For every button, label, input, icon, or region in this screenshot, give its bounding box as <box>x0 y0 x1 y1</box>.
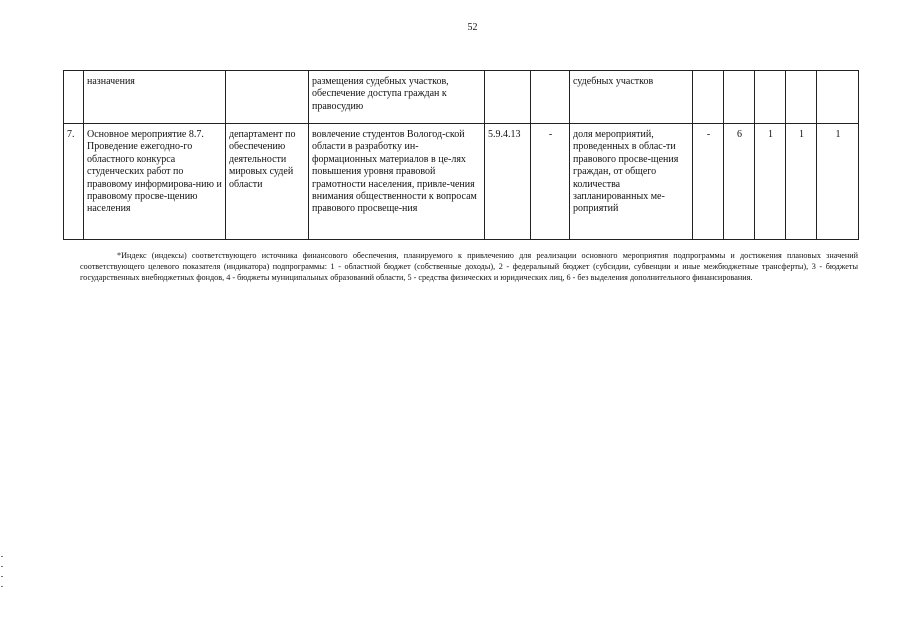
cell-value-2: 6 <box>724 124 755 240</box>
cell-executor <box>226 71 309 124</box>
cell-dash: - <box>531 124 570 240</box>
footnote: *Индекс (индексы) соответствующего источника финансового обеспечения, планируемого к привлечению для реализации основного мероприятия подпрограммы и достижения плановых значений соответствующего целевого показателя (индикатора) подпрограммы: 1 - областной бюджет (собственные доходы), 2 - федеральный бюджет (субсидии, субвенции и иные межбюджетные трансферты), 3 - бюджеты государственных внебюджетных фондов, 4 - бюджеты муниципальных образований области, 5 - средства физических и юридических лиц, 6 - без выделения дополнительного финансирования. <box>80 251 858 282</box>
cell-event-name: Основное мероприятие 8.7. Проведение ежегодно-го областного конкурса студенческих работ по правовому информирова-нию и правовому просве-щению населения <box>84 124 226 240</box>
scan-artifact <box>1 586 3 587</box>
cell-code: 5.9.4.13 <box>485 124 531 240</box>
cell-value-3: 1 <box>755 124 786 240</box>
cell-indicator: доля мероприятий, проведенных в облас-ти правового просве-щения граждан, от общего количества запланированных ме-роприятий <box>570 124 693 240</box>
page-number: 52 <box>467 22 478 33</box>
cell-value-5: 1 <box>817 124 859 240</box>
cell-number <box>64 71 84 124</box>
scan-artifact <box>1 556 3 557</box>
cell-number: 7. <box>64 124 84 240</box>
cell-value-5 <box>817 71 859 124</box>
cell-result-link: размещения судебных участков, обеспечение доступа граждан к правосудию <box>309 71 485 124</box>
cell-code <box>485 71 531 124</box>
scan-artifact <box>1 576 3 577</box>
program-events-table <box>63 70 859 240</box>
scan-artifact <box>1 566 3 567</box>
cell-value-2 <box>724 71 755 124</box>
table-row-continuation <box>64 71 859 124</box>
cell-value-3 <box>755 71 786 124</box>
cell-result-link: вовлечение студентов Вологод-ской области в разработку ин-формационных материалов в це-лях повышения уровня правовой грамотности населения, привле-чения внимания общественности к вопросам правового просвеще-ния <box>309 124 485 240</box>
cell-value-4: 1 <box>786 124 817 240</box>
cell-event-name: назначения <box>84 71 226 124</box>
cell-value-1 <box>693 71 724 124</box>
cell-value-1: - <box>693 124 724 240</box>
cell-indicator: судебных участков <box>570 71 693 124</box>
cell-dash <box>531 71 570 124</box>
table-row-7 <box>64 124 859 240</box>
cell-value-4 <box>786 71 817 124</box>
cell-executor: департамент по обеспечению деятельности мировых судей области <box>226 124 309 240</box>
